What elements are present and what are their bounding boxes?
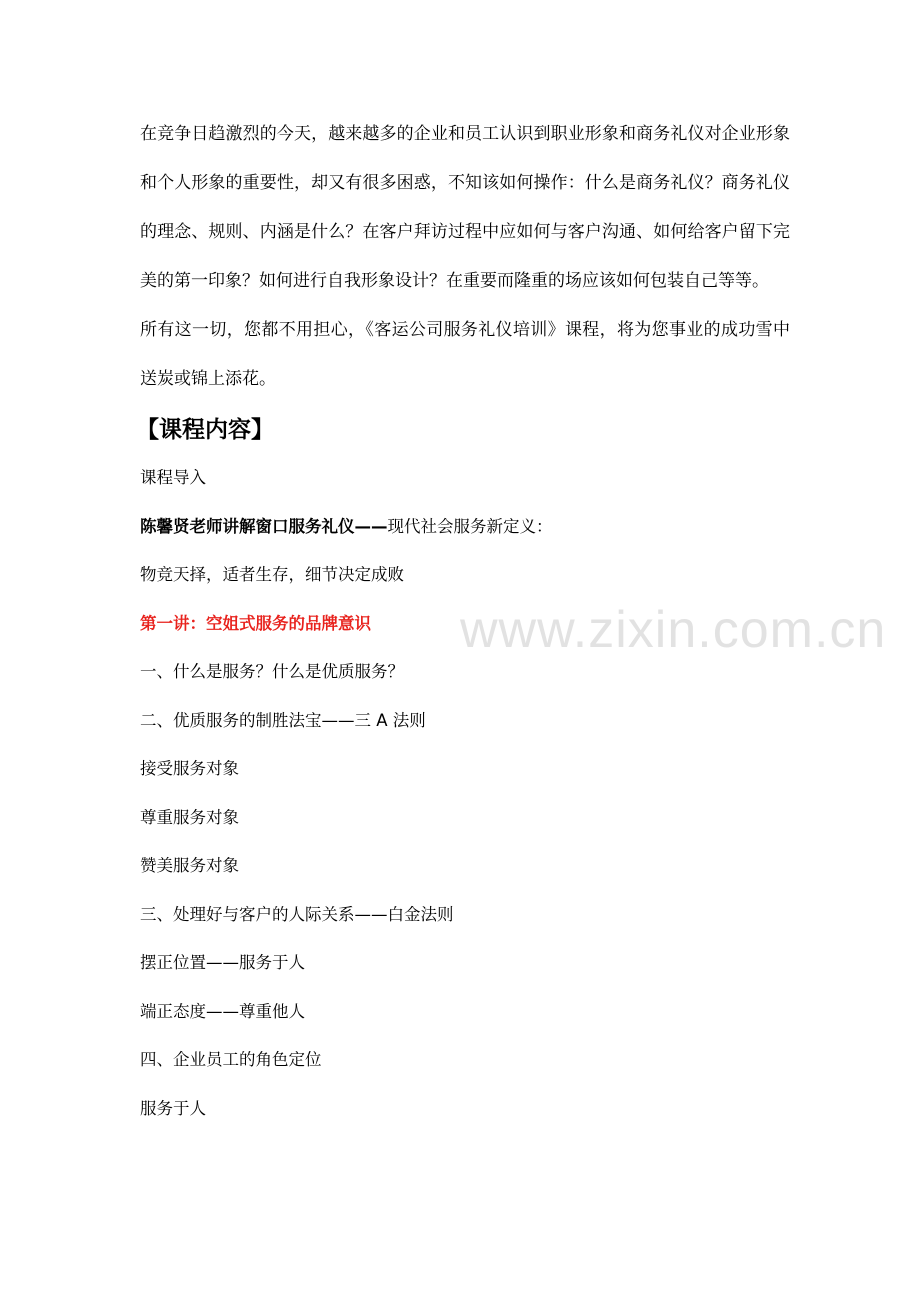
course-intro-line: 课程导入 [140, 468, 206, 487]
lecture-1-title: 第一讲：空姐式服务的品牌意识 [140, 613, 371, 633]
list-item: 尊重服务对象 [140, 807, 239, 827]
section-heading: 【课程内容】 [136, 417, 274, 443]
teacher-line [140, 503, 790, 552]
list-item: 三、处理好与客户的人际关系——白金法则 [140, 904, 454, 924]
list-item: 二、优质服务的制胜法宝——三 A 法则 [140, 710, 426, 730]
intro-paragraph-1: 在竞争日趋激烈的今天，越来越多的企业和员工认识到职业形象和商务礼仪对企业形象和个人形象的重要性，却又有很多困惑，不知该如何操作：什么是商务礼仪？商务礼仪的理念、规则、内涵是什么？在客户拜访过程中应如何与客户沟通、如何给客户留下完美的第一印象？如何进行自我形象设计？在重要而隆重的场应该如何包装自己等等。 [140, 124, 790, 291]
watermark: www.zixin.com.cn [460, 601, 887, 659]
list-item: 一、什么是服务？什么是优质服务？ [140, 662, 404, 681]
list-item: 服务于人 [140, 1098, 206, 1118]
list-item: 赞美服务对象 [140, 856, 239, 875]
teacher-line-rest: 现代社会服务新定义： [387, 516, 553, 536]
list-item: 四、企业员工的角色定位 [140, 1050, 322, 1069]
motto-line: 物竞天择，适者生存，细节决定成败 [140, 565, 404, 584]
list-item: 摆正位置——服务于人 [140, 953, 305, 972]
intro-paragraph-2: 所有这一切，您都不用担心，《客运公司服务礼仪培训》课程，将为您事业的成功雪中送炭或锦上添花。 [140, 320, 790, 389]
teacher-line-bold: 陈馨贤老师讲解窗口服务礼仪—— [140, 516, 388, 536]
list-item: 端正态度——尊重他人 [140, 1001, 305, 1021]
list-item: 接受服务对象 [140, 759, 239, 778]
